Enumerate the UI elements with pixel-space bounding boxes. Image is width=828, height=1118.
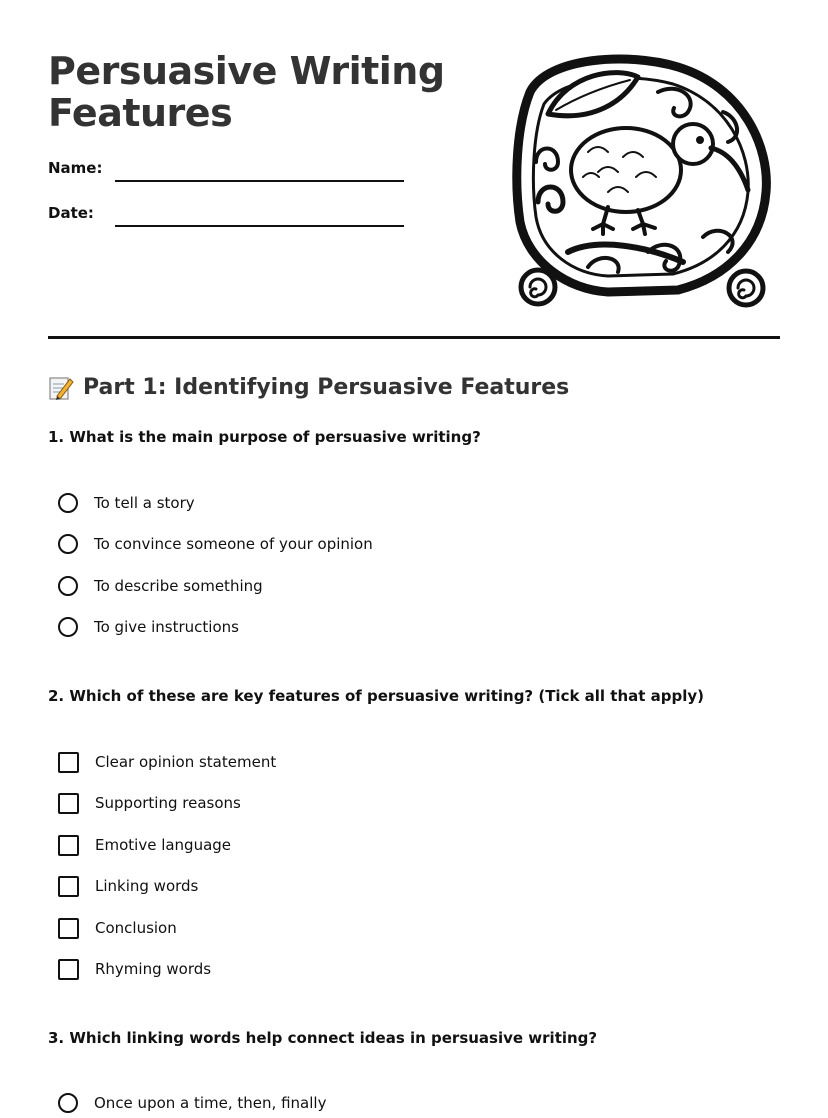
checkbox[interactable] [58,918,79,939]
q2-option-3[interactable] [58,833,231,857]
page-title-line2: Features [48,91,233,135]
q1-option-3[interactable] [58,574,263,598]
section-heading-label: Part 1: Identifying Persuasive Features [83,375,570,400]
option-label: To convince someone of your opinion [94,535,373,553]
q1-option-2[interactable] [58,532,373,556]
q2-option-2[interactable] [58,791,241,815]
radio-button[interactable] [58,493,78,513]
radio-button[interactable] [58,576,78,596]
q3-option-1[interactable] [58,1091,326,1115]
header-divider [48,336,780,339]
option-label: Conclusion [95,919,177,937]
q2-option-1[interactable] [58,750,276,774]
radio-button[interactable] [58,1093,78,1113]
page-title [48,50,445,134]
option-label: Once upon a time, then, finally [94,1094,327,1112]
checkbox[interactable] [58,835,79,856]
q2-option-4[interactable] [58,874,198,898]
option-label: To describe something [94,577,263,595]
question-2: 2. Which of these are key features of persuasive writing? (Tick all that apply) [48,687,705,705]
option-label: To give instructions [94,618,239,636]
date-field[interactable] [115,225,404,227]
question-1: 1. What is the main purpose of persuasive writing? [48,428,481,446]
checkbox[interactable] [58,793,79,814]
question-3: 3. Which linking words help connect ideas in persuasive writing? [48,1029,598,1047]
date-label: Date: [48,204,94,222]
name-label: Name: [48,159,103,177]
option-label: Rhyming words [95,960,212,978]
section-heading [48,374,569,401]
q1-option-4[interactable] [58,615,239,639]
kiwi-bird-emblem-icon [508,52,774,312]
page-title-line1: Persuasive Writing [48,49,445,93]
q2-option-6[interactable] [58,957,211,981]
radio-button[interactable] [58,534,78,554]
checkbox[interactable] [58,959,79,980]
checkbox[interactable] [58,876,79,897]
option-label: Supporting reasons [95,794,241,812]
checkbox[interactable] [58,752,79,773]
option-label: Emotive language [95,836,232,854]
option-label: Linking words [95,877,199,895]
name-field[interactable] [115,180,404,182]
memo-pencil-icon [48,374,75,401]
radio-button[interactable] [58,617,78,637]
q1-option-1[interactable] [58,491,195,515]
q2-option-5[interactable] [58,916,177,940]
option-label: Clear opinion statement [95,753,277,771]
option-label: To tell a story [94,494,195,512]
